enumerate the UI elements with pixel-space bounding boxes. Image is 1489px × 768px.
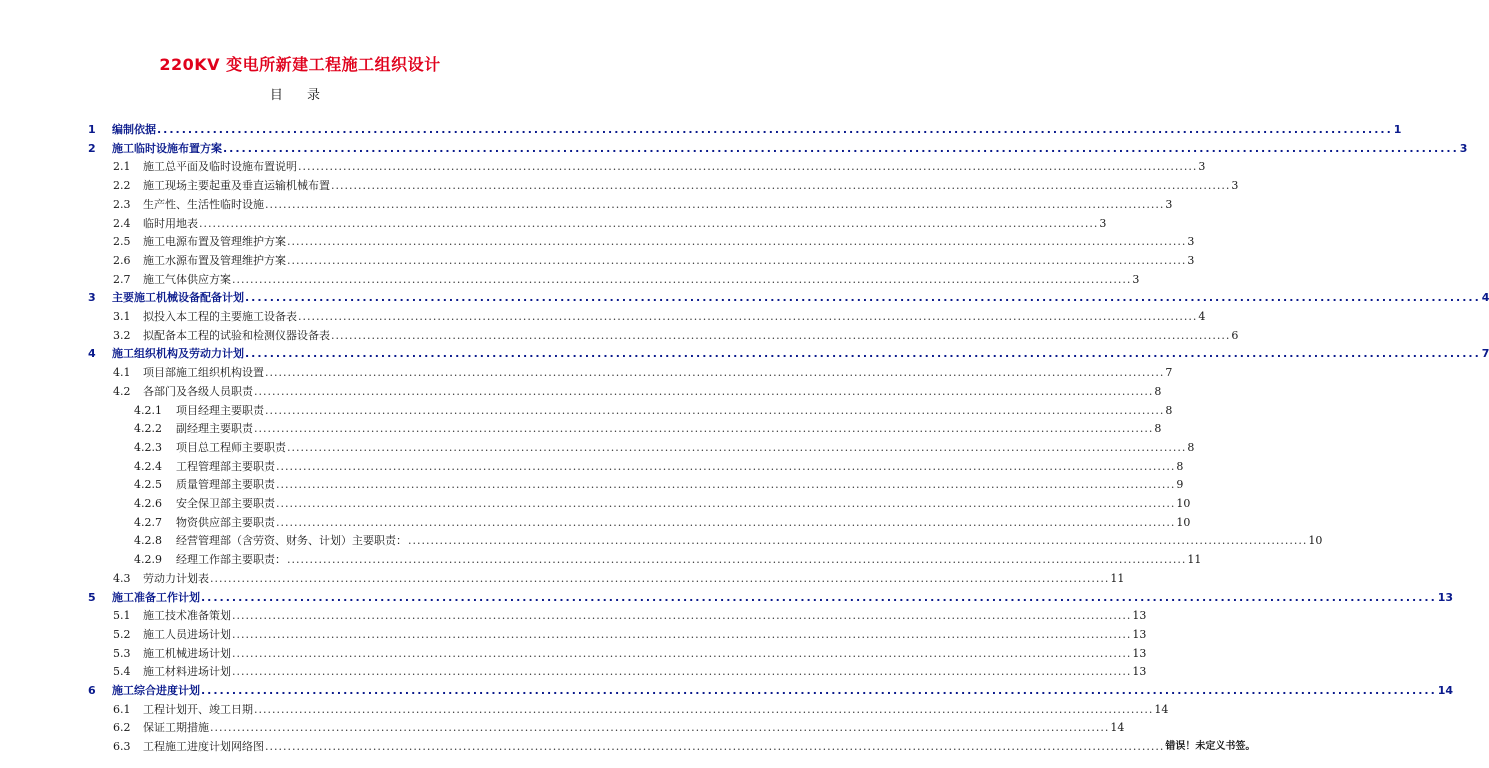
toc-entry-page: 14 <box>1110 721 1125 735</box>
toc-entry[interactable] <box>0 195 1173 213</box>
toc-entry[interactable] <box>0 326 1239 344</box>
toc-entry[interactable] <box>0 569 1125 587</box>
toc-entry-number: 2.6 <box>113 253 131 267</box>
toc-entry-page: 错误！未定义书签。 <box>1165 741 1256 753</box>
toc-entry-page: 1 <box>1393 123 1402 136</box>
toc-dot-leader: ........................................................................................................................................................................................................ <box>254 702 1154 716</box>
toc-entry-title: 工程管理部主要职责 <box>176 459 275 473</box>
toc-entry-number: 2.7 <box>113 272 131 286</box>
toc-entry[interactable] <box>0 270 1140 288</box>
toc-entry-title: 各部门及各级人员职责 <box>143 384 253 398</box>
toc-entry-number: 4.2.9 <box>134 553 162 567</box>
toc-entry[interactable] <box>0 344 1489 362</box>
toc-entry[interactable] <box>0 606 1147 624</box>
toc-entry[interactable] <box>0 737 1256 755</box>
toc-entry-number: 4.2.3 <box>134 440 162 454</box>
toc-entry-page: 6 <box>1231 328 1239 342</box>
toc-entry-page: 8 <box>1154 422 1162 436</box>
toc-entry[interactable] <box>0 139 1468 157</box>
toc-entry-number: 4.2.1 <box>134 403 162 417</box>
toc-entry-number: 6.1 <box>113 702 131 716</box>
toc-entry-page: 11 <box>1187 553 1202 567</box>
toc-dot-leader: ........................................................................................................................................................................................................ <box>287 553 1187 567</box>
toc-entry-title: 工程计划开、竣工日期 <box>143 702 253 716</box>
toc-entry-title: 工程施工进度计划网络图 <box>143 740 264 754</box>
toc-entry-number: 3 <box>88 291 96 305</box>
toc-entry-title: 保证工期措施 <box>143 721 209 735</box>
toc-entry[interactable] <box>0 176 1239 194</box>
toc-entry-title: 施工现场主要起重及垂直运输机械布置 <box>143 179 330 193</box>
toc-entry[interactable] <box>0 214 1107 232</box>
toc-entry-page: 9 <box>1176 478 1184 492</box>
toc-entry-title: 生产性、生活性临时设施 <box>143 197 264 211</box>
toc-entry[interactable] <box>0 700 1169 718</box>
toc-entry-number: 2.4 <box>113 216 131 230</box>
toc-entry-page: 8 <box>1176 459 1184 473</box>
toc-entry-title: 劳动力计划表 <box>143 571 209 585</box>
toc-entry-title: 项目部施工组织机构设置 <box>143 366 264 380</box>
toc-entry-title: 施工机械进场计划 <box>143 646 231 660</box>
toc-entry-page: 3 <box>1187 253 1195 267</box>
toc-entry[interactable] <box>0 438 1195 456</box>
toc-dot-leader: ........................................................................................................................................................................................................ <box>232 627 1132 641</box>
toc-entry-number: 6 <box>88 684 96 697</box>
toc-entry-page: 13 <box>1437 590 1454 604</box>
toc-entry-page: 8 <box>1187 440 1195 454</box>
toc-dot-leader: ........................................................................................................................................................................................................ <box>265 403 1165 417</box>
toc-entry-page: 8 <box>1165 403 1173 417</box>
toc-entry-page: 7 <box>1165 366 1173 380</box>
toc-dot-leader: ........................................................................................................................................................................................................ <box>276 478 1176 492</box>
toc-entry-page: 7 <box>1481 347 1489 361</box>
toc-entry-number: 1 <box>88 123 96 136</box>
toc-entry-page: 14 <box>1437 684 1454 697</box>
toc-entry-page: 13 <box>1132 646 1147 660</box>
toc-entry-number: 3.1 <box>113 310 131 323</box>
toc-entry-title: 项目经理主要职责 <box>176 403 264 417</box>
toc-dot-leader: ........................................................................................................................................................................................................ <box>408 534 1308 548</box>
toc-entry-page: 10 <box>1176 515 1191 529</box>
toc-dot-leader: ........................................................................................................................................................................................................ <box>199 216 1099 230</box>
toc-entry-number: 2.2 <box>113 179 131 193</box>
toc-entry-title: 施工水源布置及管理维护方案 <box>143 253 286 267</box>
toc-dot-leader: ........................................................................................................................................................................................................ <box>287 235 1187 249</box>
toc-entry[interactable] <box>0 681 1454 699</box>
toc-entry-title: 施工电源布置及管理维护方案 <box>143 235 286 249</box>
toc-entry-number: 5.4 <box>113 665 131 679</box>
toc-entry[interactable] <box>0 157 1206 175</box>
toc-dot-leader: ........................................................................................................................................................................................................ <box>276 459 1176 473</box>
toc-dot-leader: ........................................................................................................................................................................................................ <box>201 684 1437 697</box>
toc-entry-page: 3 <box>1132 272 1140 286</box>
toc-dot-leader: ........................................................................................................................................................................................................ <box>287 253 1187 267</box>
toc-entry[interactable] <box>0 475 1184 493</box>
toc-entry[interactable] <box>0 494 1191 512</box>
toc-entry-title: 施工临时设施布置方案 <box>112 141 222 155</box>
toc-dot-leader: ........................................................................................................................................................................................................ <box>223 141 1459 155</box>
toc-entry-number: 5.1 <box>113 609 131 623</box>
toc-entry-title: 施工组织机构及劳动力计划 <box>112 347 244 361</box>
toc-dot-leader: ........................................................................................................................................................................................................ <box>287 440 1187 454</box>
toc-entry-page: 13 <box>1132 609 1147 623</box>
toc-dot-leader: ........................................................................................................................................................................................................ <box>210 571 1110 585</box>
toc-entry-number: 4.2.2 <box>134 422 162 436</box>
toc-entry-number: 2.5 <box>113 235 131 249</box>
toc-entry[interactable] <box>0 307 1206 325</box>
toc-entry-number: 5.3 <box>113 646 131 660</box>
toc-heading: 目 录 <box>269 88 331 103</box>
toc-entry[interactable] <box>0 457 1184 475</box>
toc-entry-title: 编制依据 <box>112 123 156 136</box>
toc-dot-leader: ........................................................................................................................................................................................................ <box>254 384 1154 398</box>
toc-entry[interactable] <box>0 382 1162 400</box>
toc-entry-number: 4.2.6 <box>134 497 162 510</box>
document-title: 220KV 变电所新建工程施工组织设计 <box>159 55 441 74</box>
toc-dot-leader: ........................................................................................................................................................................................................ <box>201 590 1437 604</box>
toc-entry[interactable] <box>0 588 1454 606</box>
toc-entry-page: 3 <box>1459 141 1468 155</box>
toc-entry-page: 13 <box>1132 627 1147 641</box>
toc-entry-number: 2 <box>88 141 96 155</box>
toc-entry-title: 项目总工程师主要职责 <box>176 440 286 454</box>
toc-dot-leader: ........................................................................................................................................................................................................ <box>298 160 1198 174</box>
toc-entry-title: 施工综合进度计划 <box>112 684 200 697</box>
toc-entry-number: 3.2 <box>113 328 131 342</box>
toc-dot-leader: ........................................................................................................................................................................................................ <box>276 497 1176 510</box>
toc-entry-title: 拟配备本工程的试验和检测仪器设备表 <box>143 328 330 342</box>
toc-entry[interactable] <box>0 232 1195 250</box>
toc-entry-page: 11 <box>1110 571 1125 585</box>
toc-dot-leader: ........................................................................................................................................................................................................ <box>232 272 1132 286</box>
toc-entry-title: 拟投入本工程的主要施工设备表 <box>143 310 297 323</box>
toc-dot-leader: ........................................................................................................................................................................................................ <box>254 422 1154 436</box>
toc-entry-title: 临时用地表 <box>143 216 198 230</box>
toc-dot-leader: ........................................................................................................................................................................................................ <box>245 291 1481 305</box>
toc-entry-number: 5.2 <box>113 627 131 641</box>
toc-entry-title: 施工人员进场计划 <box>143 627 231 641</box>
toc-entry-number: 4.2.8 <box>134 534 162 548</box>
toc-entry-page: 13 <box>1132 665 1147 679</box>
toc-entry-title: 施工准备工作计划 <box>112 590 200 604</box>
toc-dot-leader: ........................................................................................................................................................................................................ <box>265 197 1165 211</box>
toc-entry-number: 2.3 <box>113 197 131 211</box>
toc-entry-page: 4 <box>1198 310 1206 323</box>
toc-entry-page: 3 <box>1198 160 1206 174</box>
toc-entry[interactable] <box>0 513 1191 531</box>
toc-entry-title: 施工气体供应方案 <box>143 272 231 286</box>
toc-entry-number: 4.2.5 <box>134 478 162 492</box>
toc-entry-title: 经营管理部（含劳资、财务、计划）主要职责： <box>176 534 407 548</box>
toc-entry-page: 3 <box>1099 216 1107 230</box>
toc-entry-title: 安全保卫部主要职责 <box>176 497 275 510</box>
toc-entry-number: 4.2 <box>113 384 131 398</box>
toc-entry[interactable] <box>0 251 1195 269</box>
toc-entry-number: 4.1 <box>113 366 131 380</box>
toc-entry-page: 3 <box>1187 235 1195 249</box>
toc-entry-page: 3 <box>1231 179 1239 193</box>
toc-entry-title: 经理工作部主要职责： <box>176 553 286 567</box>
toc-entry-page: 3 <box>1165 197 1173 211</box>
toc-entry-title: 副经理主要职责 <box>176 422 253 436</box>
toc-dot-leader: ........................................................................................................................................................................................................ <box>331 179 1231 193</box>
toc-entry-page: 4 <box>1481 291 1489 305</box>
toc-dot-leader: ........................................................................................................................................................................................................ <box>232 646 1132 660</box>
toc-entry-page: 14 <box>1154 702 1169 716</box>
toc-entry[interactable] <box>0 662 1147 680</box>
toc-entry-number: 4.2.4 <box>134 459 162 473</box>
toc-entry[interactable] <box>0 531 1323 549</box>
toc-dot-leader: ........................................................................................................................................................................................................ <box>298 310 1198 323</box>
toc-entry-number: 6.3 <box>113 740 131 754</box>
toc-entry[interactable] <box>0 288 1489 306</box>
toc-entry[interactable] <box>0 419 1162 437</box>
toc-entry-number: 4.2.7 <box>134 515 162 529</box>
toc-entry[interactable] <box>0 718 1125 736</box>
toc-entry[interactable] <box>0 363 1173 381</box>
toc-entry-page: 10 <box>1308 534 1323 548</box>
toc-entry[interactable] <box>0 644 1147 662</box>
toc-entry-title: 主要施工机械设备配备计划 <box>112 291 244 305</box>
toc-dot-leader: ........................................................................................................................................................................................................ <box>331 328 1231 342</box>
toc-entry-page: 10 <box>1176 497 1191 510</box>
toc-entry-page: 8 <box>1154 384 1162 398</box>
toc-dot-leader: ........................................................................................................................................................................................................ <box>232 665 1132 679</box>
toc-entry-title: 物资供应部主要职责 <box>176 515 275 529</box>
toc-entry[interactable] <box>0 550 1202 568</box>
toc-entry-title: 施工总平面及临时设施布置说明 <box>143 160 297 174</box>
toc-dot-leader: ........................................................................................................................................................................................................ <box>157 123 1393 136</box>
toc-entry-number: 6.2 <box>113 721 131 735</box>
toc-entry[interactable] <box>0 401 1173 419</box>
toc-dot-leader: ........................................................................................................................................................................................................ <box>265 740 1165 754</box>
toc-entry-number: 5 <box>88 590 96 604</box>
toc-dot-leader: ........................................................................................................................................................................................................ <box>210 721 1110 735</box>
toc-dot-leader: ........................................................................................................................................................................................................ <box>265 366 1165 380</box>
toc-entry-number: 2.1 <box>113 160 131 174</box>
toc-dot-leader: ........................................................................................................................................................................................................ <box>232 609 1132 623</box>
toc-dot-leader: ........................................................................................................................................................................................................ <box>245 347 1481 361</box>
toc-entry-title: 质量管理部主要职责 <box>176 478 275 492</box>
toc-entry-number: 4.3 <box>113 571 131 585</box>
toc-entry[interactable] <box>0 625 1147 643</box>
toc-dot-leader: ........................................................................................................................................................................................................ <box>276 515 1176 529</box>
toc-entry[interactable] <box>0 120 1402 138</box>
toc-entry-number: 4 <box>88 347 96 361</box>
toc-entry-title: 施工材料进场计划 <box>143 665 231 679</box>
toc-entry-title: 施工技术准备策划 <box>143 609 231 623</box>
